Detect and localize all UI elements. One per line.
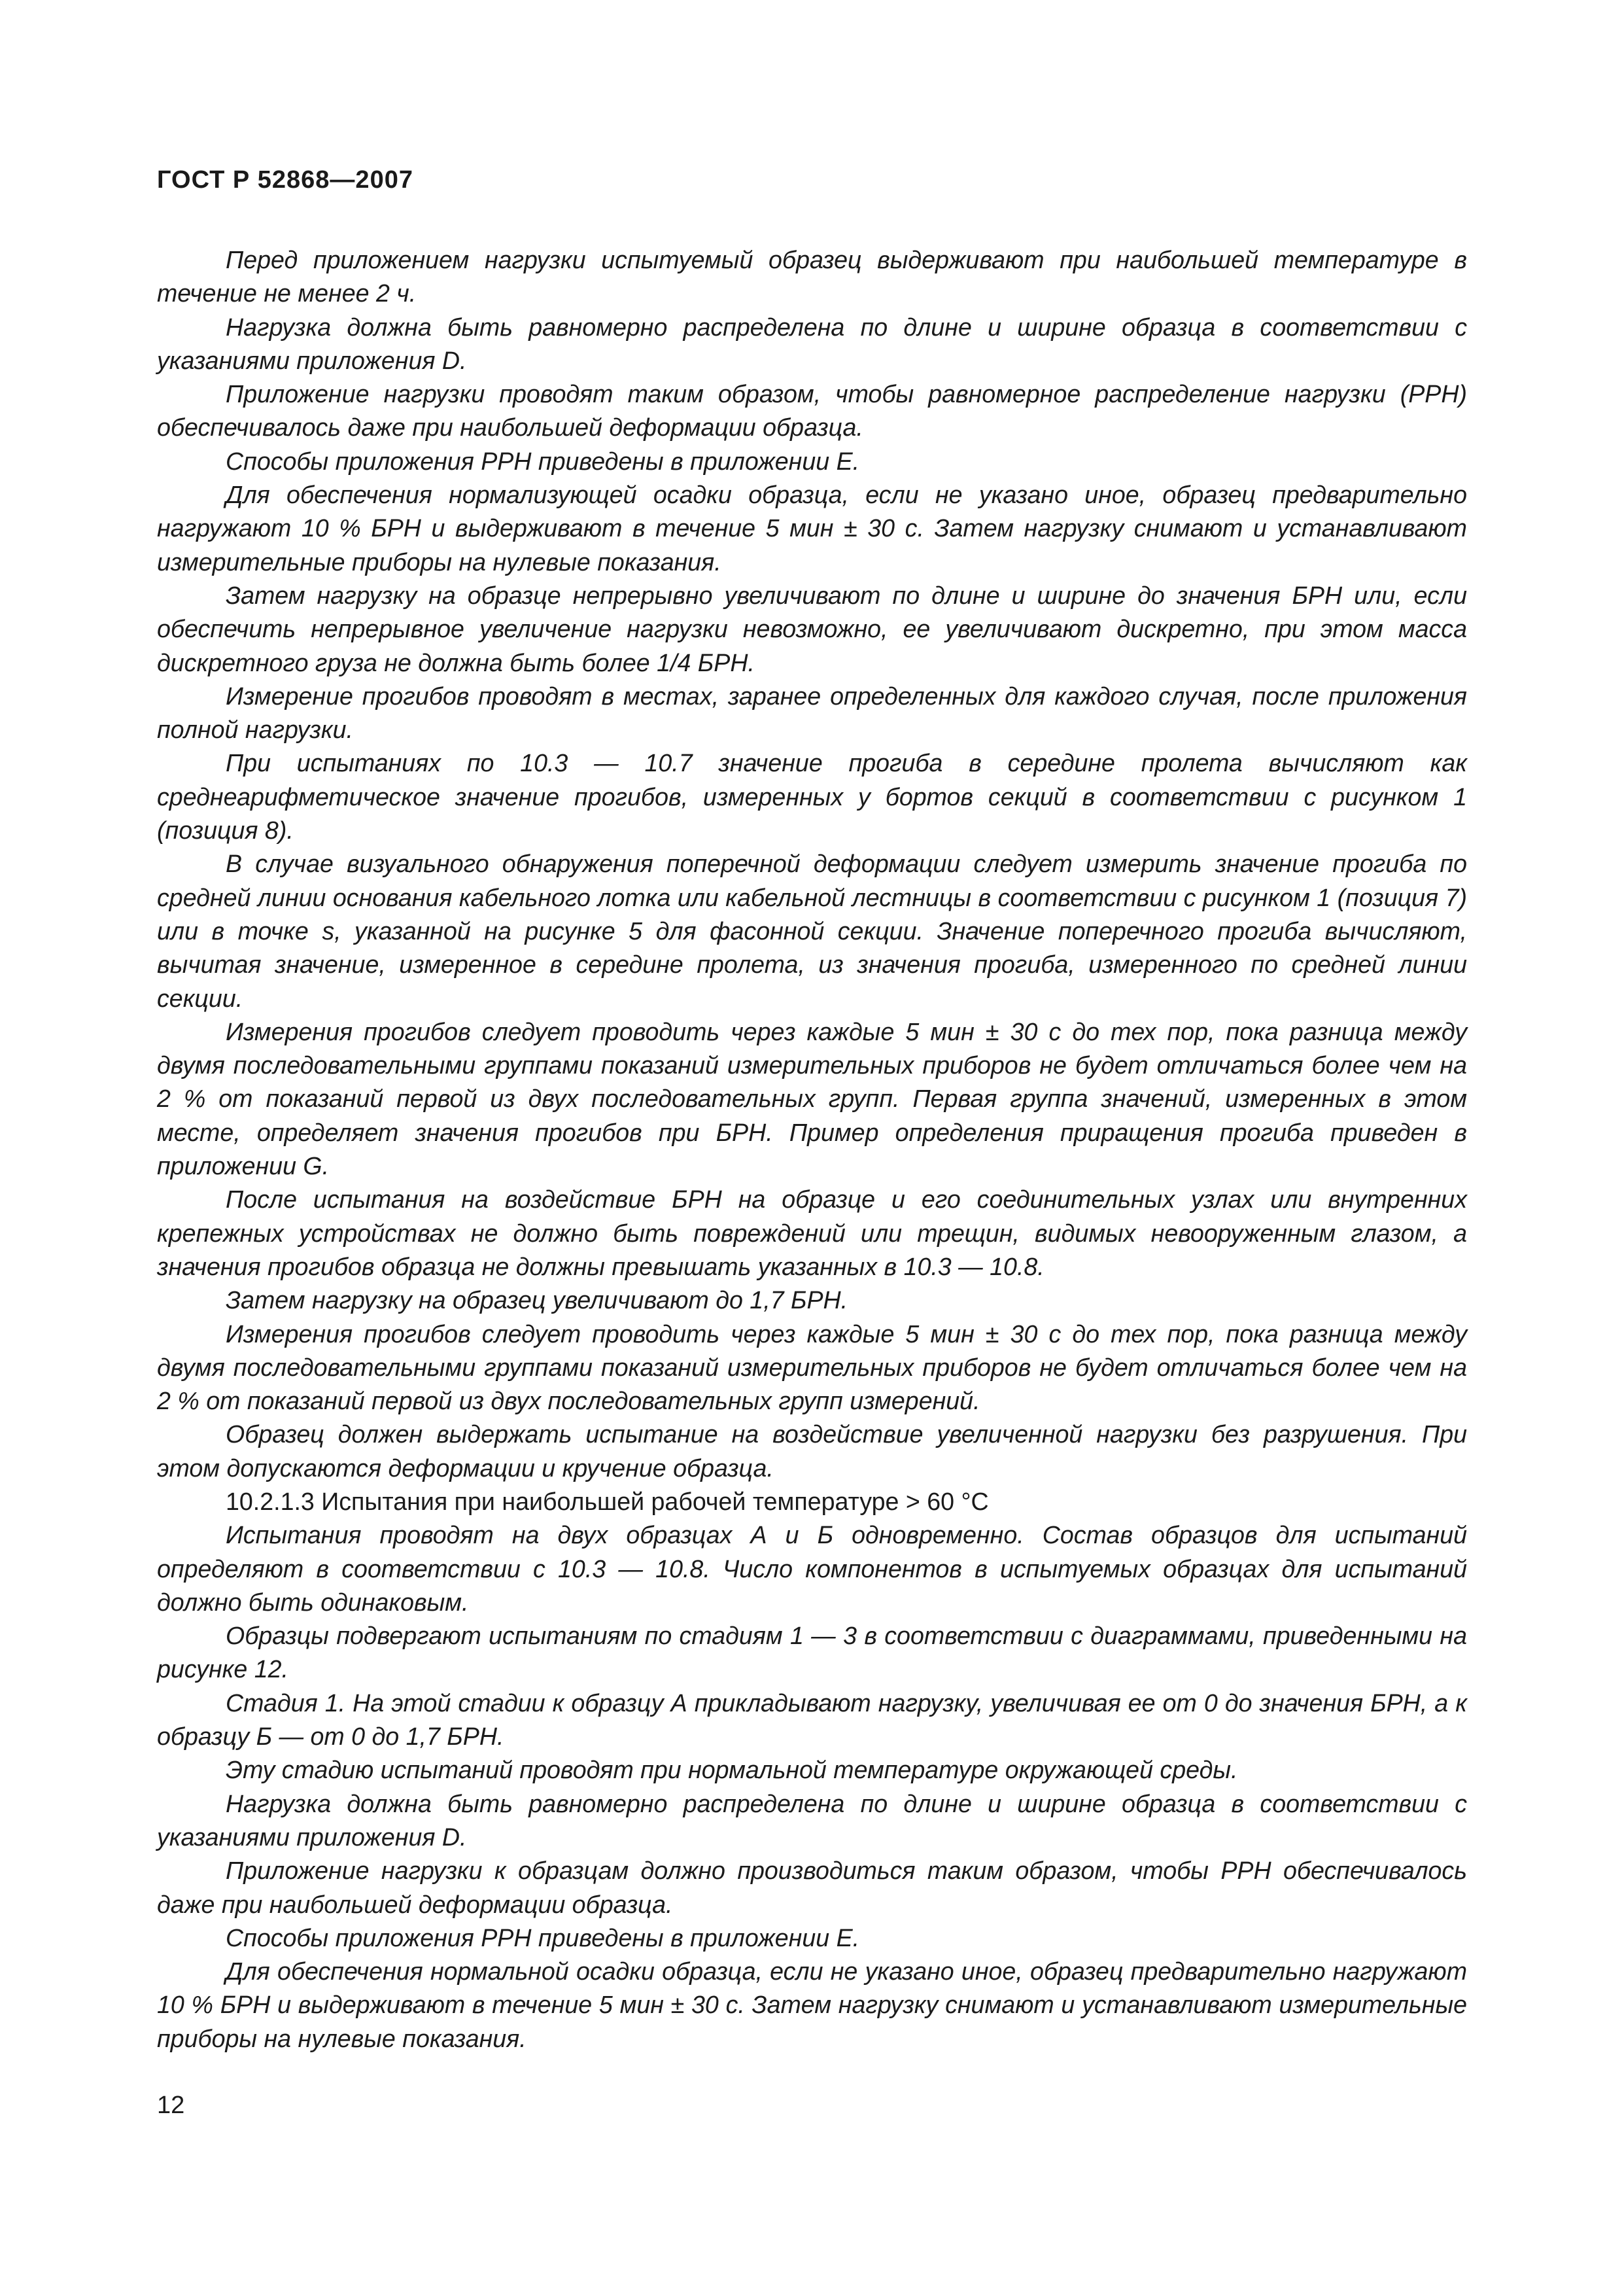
paragraph: Затем нагрузку на образце непрерывно увеличивают по длине и ширине до значения БРН или, если обеспечить непрерывное увеличение нагрузки невозможно, ее увеличивают дискретно, при этом масса дискретного груза не должна быть более 1/4 БРН. xyxy=(157,581,1467,676)
paragraph: Стадия 1. На этой стадии к образцу А прикладывают нагрузку, увеличивая ее от 0 до значения БРН, а к образцу Б — от 0 до 1,7 БРН. xyxy=(157,1689,1467,1751)
section-heading: 10.2.1.3 Испытания при наибольшей рабочей температуре > 60 °С xyxy=(226,1487,989,1515)
paragraph: Перед приложением нагрузки испытуемый образец выдерживают при наибольшей температуре в течение не менее 2 ч. xyxy=(157,246,1467,307)
paragraph: Приложение нагрузки к образцам должно производиться таким образом, чтобы РРН обеспечивалось даже при наибольшей деформации образца. xyxy=(157,1857,1467,1918)
paragraph: Способы приложения РРН приведены в приложении Е. xyxy=(226,1923,860,1952)
document-body xyxy=(157,243,1467,2056)
page-number: 12 xyxy=(157,2092,185,2119)
paragraph: Образец должен выдержать испытание на воздействие увеличенной нагрузки без разрушения. При этом допускаются деформации и кручение образца. xyxy=(157,1420,1467,1482)
paragraph: При испытаниях по 10.3 — 10.7 значение прогиба в середине пролета вычисляют как среднеарифметическое значение прогибов, измеренных у бортов секций в соответствии с рисунком 1 (позиция 8). xyxy=(157,749,1467,845)
paragraph: Нагрузка должна быть равномерно распределена по длине и ширине образца в соответствии с указаниями приложения D. xyxy=(157,313,1467,374)
paragraph: Испытания проводят на двух образцах А и Б одновременно. Состав образцов для испытаний определяют в соответствии с 10.3 — 10.8. Число компонентов в испытуемых образцах для испытаний должно быть одинаковым. xyxy=(157,1521,1467,1616)
paragraph: Для обеспечения нормальной осадки образца, если не указано иное, образец предварительно нагружают 10 % БРН и выдерживают в течение 5 мин ± 30 с. Затем нагрузку снимают и устанавливают измерительные приборы на нулевые показания. xyxy=(157,1957,1467,2052)
paragraph: В случае визуального обнаружения поперечной деформации следует измерить значение прогиба по средней линии основания кабельного лотка или кабельной лестницы в соответствии с рисунком 1 (позиция 7) или в точке s, указанной на рисунке 5 для фасонной секции. Значение поперечного прогиба вычисляют, вычитая значение, измеренное в середине пролета, из значения прогиба, измеренного по средней линии секции. xyxy=(157,850,1467,1012)
paragraph: Измерения прогибов следует проводить через каждые 5 мин ± 30 с до тех пор, пока разница между двумя последовательными группами показаний измерительных приборов не будет отличаться более чем на 2 % от показаний первой из двух последовательных групп измерений. xyxy=(157,1320,1467,1415)
paragraph: Для обеспечения нормализующей осадки образца, если не указано иное, образец предварительно нагружают 10 % БРН и выдерживают в течение 5 мин ± 30 с. Затем нагрузку снимают и устанавливают измерительные приборы на нулевые показания. xyxy=(157,481,1467,576)
paragraph: Затем нагрузку на образец увеличивают до 1,7 БРН. xyxy=(226,1286,848,1314)
paragraph: Измерение прогибов проводят в местах, заранее определенных для каждого случая, после приложения полной нагрузки. xyxy=(157,682,1467,744)
paragraph: После испытания на воздействие БРН на образце и его соединительных узлах или внутренних крепежных устройствах не должно быть повреждений или трещин, видимых невооруженным глазом, а значения прогибов образца не должны превышать указанных в 10.3 — 10.8. xyxy=(157,1185,1467,1280)
paragraph: Измерения прогибов следует проводить через каждые 5 мин ± 30 с до тех пор, пока разница между двумя последовательными группами показаний измерительных приборов не будет отличаться более чем на 2 % от показаний первой из двух последовательных групп. Первая группа значений, измеренных в этом месте, определяет значения прогибов при БРН. Пример определения приращения прогиба приведен в приложении G. xyxy=(157,1017,1467,1180)
paragraph: Эту стадию испытаний проводят при нормальной температуре окружающей среды. xyxy=(226,1756,1238,1784)
paragraph: Приложение нагрузки проводят таким образом, чтобы равномерное распределение нагрузки (РРН) обеспечивалось даже при наибольшей деформации образца. xyxy=(157,380,1467,442)
paragraph: Образцы подвергают испытаниям по стадиям 1 — 3 в соответствии с диаграммами, приведенными на рисунке 12. xyxy=(157,1622,1467,1683)
standard-header: ГОСТ Р 52868—2007 xyxy=(157,166,413,194)
paragraph: Нагрузка должна быть равномерно распределена по длине и ширине образца в соответствии с указаниями приложения D. xyxy=(157,1789,1467,1851)
paragraph: Способы приложения РРН приведены в приложении Е. xyxy=(226,447,860,475)
